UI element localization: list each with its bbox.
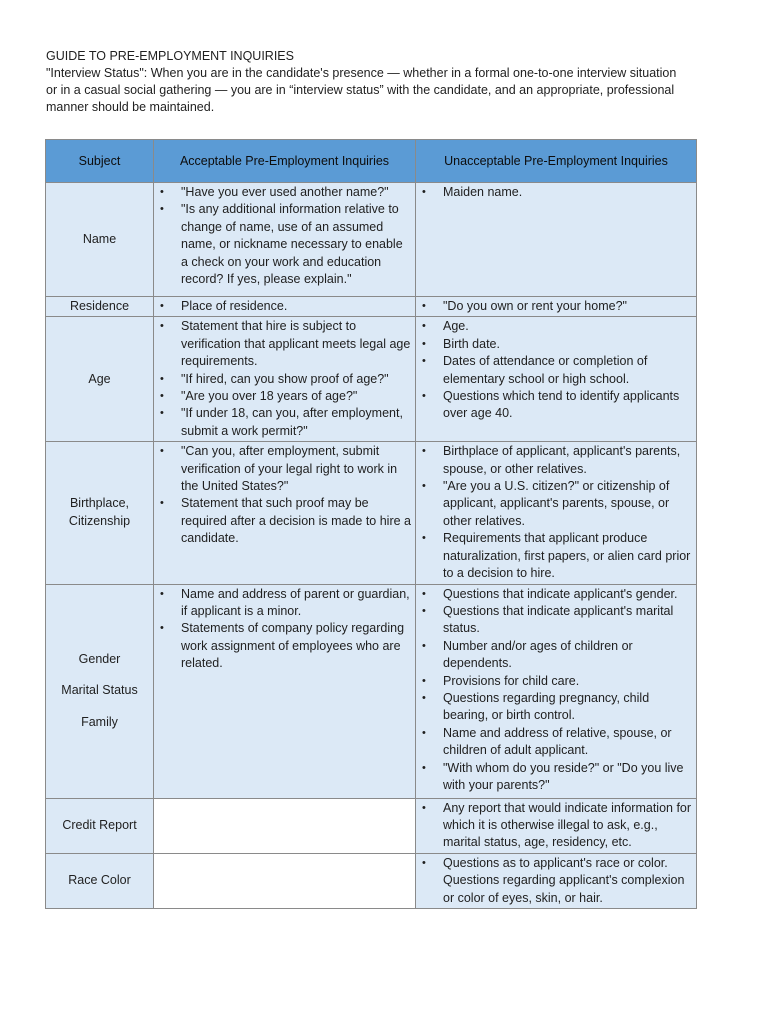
subject-label: Name [82, 231, 117, 246]
unacceptable-cell [416, 317, 697, 442]
subject-cell [46, 853, 154, 908]
table-header-row [46, 140, 697, 183]
subject-label: Family [81, 714, 118, 729]
acceptable-list [154, 443, 411, 547]
acceptable-cell [154, 317, 416, 442]
subject-cell [46, 584, 154, 798]
header-unacceptable: Unacceptable Pre-Employment Inquiries [416, 140, 697, 183]
list-item: • "With whom do you reside?" or "Do you live with your parents?" [416, 760, 692, 795]
subject-label: Credit Report [62, 817, 137, 832]
list-item: • Number and/or ages of children or dependents. [416, 638, 692, 673]
subject-cell [46, 297, 154, 317]
acceptable-list [154, 184, 411, 288]
unacceptable-list [416, 318, 692, 422]
unacceptable-list [416, 184, 692, 201]
subject-label: Birthplace, [69, 496, 130, 511]
table-row [46, 798, 697, 853]
subject-cell [46, 442, 154, 584]
list-item: • "Is any additional information relative to change of name, use of an assumed name, or nickname necessary to enable a check on your work and education record? If yes, please explain." [154, 201, 411, 288]
acceptable-cell [154, 853, 416, 908]
subject-cell [46, 183, 154, 297]
unacceptable-cell [416, 297, 697, 317]
list-item: • Birthplace of applicant, applicant's parents, spouse, or other relatives. [416, 443, 692, 478]
subject-label: Citizenship [68, 513, 131, 528]
list-item: • Name and address of relative, spouse, or children of adult applicant. [416, 725, 692, 760]
unacceptable-cell [416, 584, 697, 798]
list-item: • Requirements that applicant produce naturalization, first papers, or alien card prior to a decision to hire. [416, 530, 692, 582]
document-title: GUIDE TO PRE-EMPLOYMENT INQUIRIES [46, 49, 294, 63]
inquiries-table [45, 139, 697, 909]
unacceptable-list [416, 443, 692, 582]
intro-paragraph: "Interview Status": When you are in the candidate's presence — whether in a formal one-to-one interview situation or in a casual social gathering — you are in “interview status” with the candidate, and an appropriate, professional manner should be maintained. [46, 66, 677, 114]
unacceptable-list [416, 586, 692, 795]
list-item: • Statement that such proof may be required after a decision is made to hire a candidate. [154, 495, 411, 547]
list-item: • Questions regarding pregnancy, child bearing, or birth control. [416, 690, 692, 725]
list-item: • Questions that indicate applicant's marital status. [416, 603, 692, 638]
header-subject: Subject [46, 140, 154, 183]
table-row [46, 317, 697, 442]
list-item: • "If under 18, can you, after employment, submit a work permit?" [154, 405, 411, 440]
acceptable-cell [154, 584, 416, 798]
table-row [46, 183, 697, 297]
list-item: • "If hired, can you show proof of age?" [154, 371, 411, 388]
table-row [46, 584, 697, 798]
header-acceptable: Acceptable Pre-Employment Inquiries [154, 140, 416, 183]
list-item: • Maiden name. [416, 184, 692, 201]
list-item: • "Are you over 18 years of age?" [154, 388, 411, 405]
table-row [46, 853, 697, 908]
acceptable-list [154, 298, 411, 315]
list-item: • "Can you, after employment, submit verification of your legal right to work in the United States?" [154, 443, 411, 495]
list-item: • "Have you ever used another name?" [154, 184, 411, 201]
acceptable-cell [154, 442, 416, 584]
acceptable-list [154, 586, 411, 673]
list-item: • "Do you own or rent your home?" [416, 298, 692, 315]
subject-label: Gender [78, 651, 121, 666]
table-row [46, 442, 697, 584]
unacceptable-list [416, 855, 692, 907]
subject-cell [46, 798, 154, 853]
list-item: • Questions that indicate applicant's gender. [416, 586, 692, 603]
acceptable-list [154, 318, 411, 440]
list-item: • "Are you a U.S. citizen?" or citizenship of applicant, applicant's parents, spouse, or other relatives. [416, 478, 692, 530]
subject-label: Age [88, 371, 111, 386]
list-item: • Birth date. [416, 336, 692, 353]
unacceptable-list [416, 800, 692, 852]
list-item: • Place of residence. [154, 298, 411, 315]
list-item: • Provisions for child care. [416, 673, 692, 690]
list-item: • Questions as to applicant's race or color. Questions regarding applicant's complexion or color of eyes, skin, or hair. [416, 855, 692, 907]
list-item: • Questions which tend to identify applicants over age 40. [416, 388, 692, 423]
unacceptable-cell [416, 183, 697, 297]
list-item: • Statement that hire is subject to verification that applicant meets legal age requirements. [154, 318, 411, 370]
subject-label: Race Color [68, 873, 131, 888]
list-item: • Age. [416, 318, 692, 335]
subject-cell [46, 317, 154, 442]
unacceptable-cell [416, 853, 697, 908]
acceptable-cell [154, 798, 416, 853]
subject-label: Marital Status [61, 683, 138, 698]
unacceptable-cell [416, 798, 697, 853]
list-item: • Statements of company policy regarding work assignment of employees who are related. [154, 620, 411, 672]
list-item: • Name and address of parent or guardian, if applicant is a minor. [154, 586, 411, 621]
unacceptable-cell [416, 442, 697, 584]
list-item: • Dates of attendance or completion of elementary school or high school. [416, 353, 692, 388]
subject-label: Residence [69, 299, 130, 313]
table-row [46, 297, 697, 317]
acceptable-cell [154, 297, 416, 317]
acceptable-cell [154, 183, 416, 297]
list-item: • Any report that would indicate information for which it is otherwise illegal to ask, e.g., marital status, age, residency, etc. [416, 800, 692, 852]
unacceptable-list [416, 298, 692, 315]
